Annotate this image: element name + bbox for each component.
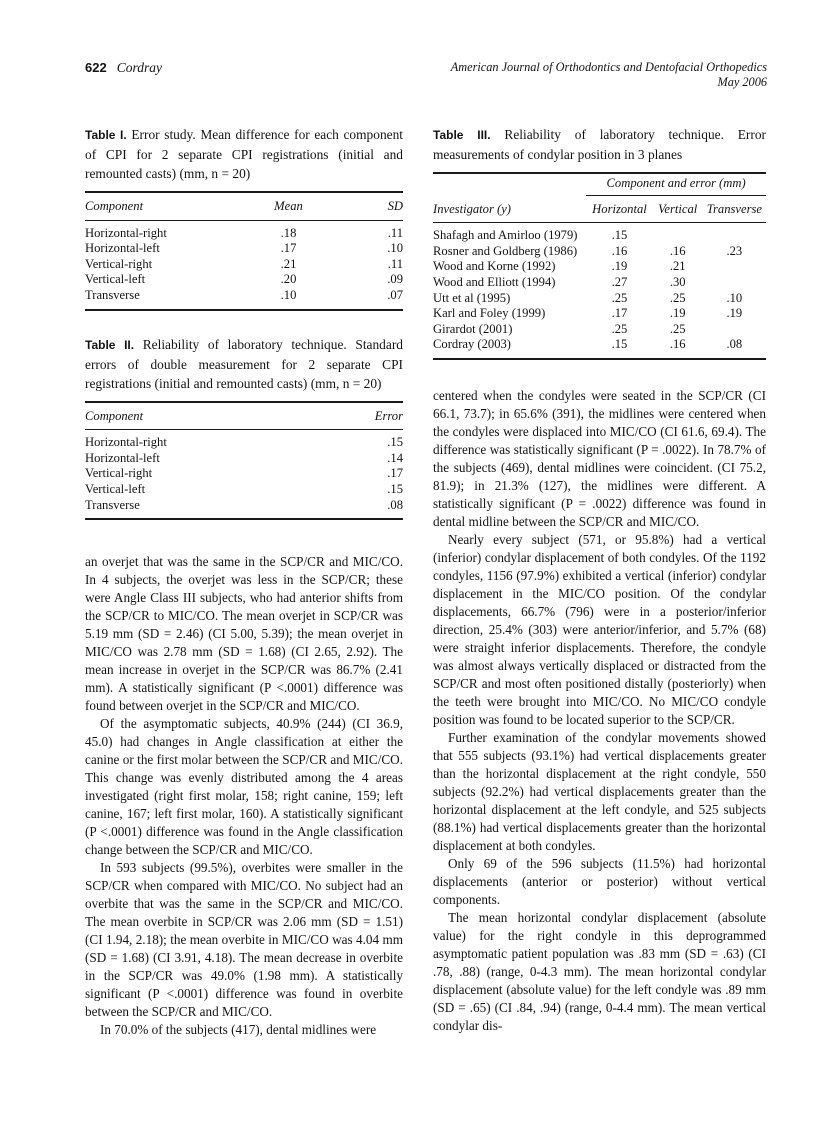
cell: .18	[280, 225, 297, 240]
cell: .21	[669, 259, 686, 274]
column-header: Vertical	[653, 195, 703, 223]
cell: Transverse	[85, 497, 140, 512]
table-row	[433, 259, 766, 275]
cell	[703, 223, 766, 244]
cell: .19	[726, 306, 743, 321]
cell: Rosner and Goldberg (1986)	[433, 243, 578, 258]
table-3-header-row	[433, 195, 766, 223]
cell: .08	[726, 337, 743, 352]
running-head-left	[85, 60, 162, 76]
column-header: SD	[339, 192, 403, 220]
cell: .25	[669, 290, 686, 305]
cell	[703, 259, 766, 275]
column-header: Mean	[238, 192, 340, 220]
cell: Utt et al (1995)	[433, 290, 511, 305]
cell: Wood and Elliott (1994)	[433, 274, 556, 289]
table-row	[433, 291, 766, 307]
column-header: Investigator (y)	[433, 195, 586, 223]
table-3-label: Table III.	[433, 128, 491, 142]
cell	[653, 223, 703, 244]
cell: .19	[611, 259, 628, 274]
running-head-right	[451, 60, 767, 90]
table-1-caption-text: Error study. Mean difference for each component of CPI for 2 separate CPI registrations (initial and remounted casts) (mm, n = 20)	[85, 127, 403, 181]
cell: Wood and Korne (1992)	[433, 259, 556, 274]
cell: .16	[669, 337, 686, 352]
cell: .15	[387, 481, 403, 496]
paragraph: In 70.0% of the subjects (417), dental midlines were	[100, 1022, 377, 1038]
table-2-label: Table II.	[85, 337, 135, 352]
cell: Horizontal-left	[85, 241, 160, 256]
table-2-caption	[85, 335, 403, 393]
column-header: Component	[85, 402, 308, 430]
paragraph: The mean horizontal condylar displacement (absolute value) for the right condyle in this deprogrammed asymptomatic patient population was .83 mm (SD = .63) (CI .78, .88) (range, 0-4.3 mm). The mean horizontal condylar displacement (absolute value) for the left condyle was .89 mm (SD = .65) (CI .84, .94) (range, 0-4.4 mm). The mean vertical condylar dis-	[433, 909, 766, 1033]
running-author: Cordray	[116, 60, 162, 75]
cell: Horizontal-right	[85, 225, 167, 240]
cell: .16	[611, 243, 628, 258]
cell: .10	[726, 290, 743, 305]
cell: .07	[387, 287, 403, 302]
journal-title: American Journal of Orthodontics and Dentofacial Orthopedics	[450, 60, 767, 74]
cell: .14	[387, 450, 403, 465]
table-3-caption-text: Reliability of laboratory technique. Error measurements of condylar position in 3 planes	[433, 127, 766, 162]
table-row	[85, 288, 403, 310]
left-column-body	[85, 553, 403, 1039]
table-3-caption	[433, 125, 766, 164]
cell: .15	[611, 228, 628, 243]
cell: Cordray (2003)	[433, 337, 511, 352]
cell: .11	[387, 225, 403, 240]
cell: Transverse	[85, 287, 140, 302]
table-row	[433, 337, 766, 359]
table-row	[433, 223, 766, 244]
paragraph: an overjet that was the same in the SCP/CR and MIC/CO. In 4 subjects, the overjet was less in the SCP/CR; these were Angle Class III subjects, who had anterior shifts from the SCP/CR to MIC/CO. The mean overjet in SCP/CR was 5.19 mm (SD = 2.46) (CI 5.00, 5.39); the mean overjet in MIC/CO was 2.78 mm (SD = 1.68) (CI 2.65, 2.92). The mean increase in overjet in the SCP/CR was 86.7% (2.41 mm). A statistically significant (P <.0001) difference was found between overjet in the SCP/CR and MIC/CO.	[85, 554, 403, 714]
column-header: Error	[308, 402, 403, 430]
table-row	[85, 466, 403, 482]
table-row	[85, 257, 403, 273]
table-1-header-row	[85, 192, 403, 220]
cell: Karl and Foley (1999)	[433, 306, 546, 321]
cell: Vertical-right	[85, 466, 153, 481]
table-row	[85, 241, 403, 257]
table-row	[85, 272, 403, 288]
paragraph: Of the asymptomatic subjects, 40.9% (244) (CI 36.9, 45.0) had changes in Angle classification at either the canine or the first molar between the SCP/CR and MIC/CO. This change was evenly distributed among the 4 areas investigated (right first molar, 158; right canine, 159; left canine, 167; left first molar, 160). A statistically significant (P <.0001) difference was found in the Angle classification change between the SCP/CR and MIC/CO.	[85, 716, 403, 858]
page-number: 622	[85, 60, 107, 75]
cell: .25	[611, 290, 628, 305]
paragraph: centered when the condyles were seated in the SCP/CR (CI 66.1, 73.7); in 65.6% (391), the midlines were centered when the condyles were displaced into MIC/CO (CI 61.6, 69.4). The difference was statistically significant (P = .0022). In 78.7% of the subjects (469), dental midlines were coincident. (CI 75.2, 81.9); in 21.3% (127), the midlines were different. A statistically significant (P = .0022) difference was found in dental midline between the SCP/CR and MIC/CO.	[433, 387, 766, 529]
table-row	[85, 220, 403, 241]
cell	[703, 275, 766, 291]
paragraph: Further examination of the condylar movements showed that 555 subjects (93.1%) had vertical displacements greater than the horizontal displacement at the right condyle, 550 subjects (92.2%) had vertical displacements greater than the horizontal displacement at the left condyle, and 525 subjects (88.1%) had vertical displacements greater than the horizontal displacement at both condyles.	[433, 729, 766, 853]
table-row	[433, 275, 766, 291]
paragraph: Nearly every subject (571, or 95.8%) had a vertical (inferior) condylar displacement of both condyles. Of the 1192 condyles, 1156 (97.9%) exhibited a vertical (inferior) condylar displacement in the MIC/CO position. Of the condylar displacements, 66.7% (796) were in a posterior/inferior direction, 25.4% (303) were anterior/inferior, and 5.7% (68) were straight inferior displacements. Therefore, the condyle was almost always vertically displaced or distracted from the SCP/CR and most often positioned distally (posteriorly) when the teeth were brought into MIC/CO. No MIC/CO condyle position was found to be located superior to the SCP/CR.	[433, 531, 766, 727]
empty-cell	[433, 173, 586, 195]
cell	[703, 322, 766, 338]
cell: Vertical-left	[85, 272, 146, 287]
running-head	[85, 60, 767, 90]
column-header: Transverse	[703, 195, 766, 223]
table-1-caption	[85, 125, 403, 183]
cell: Horizontal-right	[85, 435, 167, 450]
cell: Shafagh and Amirloo (1979)	[433, 228, 578, 243]
left-column	[85, 125, 403, 1039]
cell: .16	[669, 243, 686, 258]
table-row	[85, 498, 403, 520]
cell: .08	[387, 497, 403, 512]
cell: Girardot (2001)	[433, 321, 513, 336]
cell: .25	[669, 321, 686, 336]
cell: .27	[611, 274, 628, 289]
column-header: Component	[85, 192, 238, 220]
cell: .19	[669, 306, 686, 321]
group-header: Component and error (mm)	[586, 173, 766, 195]
right-column-body	[433, 387, 766, 1035]
cell: .17	[280, 241, 297, 256]
cell: .11	[387, 256, 403, 271]
table-2-caption-text: Reliability of laboratory technique. Standard errors of double measurement for 2 separate CPI registrations (initial and remounted casts) (mm, n = 20)	[85, 336, 403, 391]
table-3-grid	[433, 172, 766, 360]
table-2-block	[85, 335, 403, 521]
cell: .09	[387, 272, 403, 287]
table-1-label: Table I.	[85, 128, 127, 142]
table-1-grid	[85, 191, 403, 311]
cell: .17	[387, 466, 403, 481]
table-row	[85, 430, 403, 451]
column-header: Horizontal	[586, 195, 653, 223]
issue-date: May 2006	[717, 75, 767, 89]
table-3-block	[433, 125, 766, 360]
cell: Vertical-right	[85, 256, 153, 271]
cell: .25	[611, 321, 628, 336]
table-row	[433, 244, 766, 260]
table-3-group-header-row	[433, 173, 766, 195]
cell: .20	[280, 272, 297, 287]
table-1-block	[85, 125, 403, 311]
table-row	[433, 306, 766, 322]
table-2-header-row	[85, 402, 403, 430]
cell: .30	[669, 274, 686, 289]
paragraph: Only 69 of the 596 subjects (11.5%) had horizontal displacements (anterior or posterior) without vertical components.	[433, 855, 766, 907]
table-row	[433, 322, 766, 338]
cell: .21	[280, 256, 297, 271]
cell: Vertical-left	[85, 481, 146, 496]
table-row	[85, 451, 403, 467]
cell: .10	[387, 241, 403, 256]
cell: Horizontal-left	[85, 450, 160, 465]
cell: .15	[611, 337, 628, 352]
paragraph: In 593 subjects (99.5%), overbites were smaller in the SCP/CR when compared with MIC/CO. No subject had an overbite that was the same in the SCP/CR and MIC/CO. The mean overbite in SCP/CR was 2.06 mm (SD = 1.51) (CI 1.94, 2.18); the mean overbite in MIC/CO was 4.04 mm (SD = 1.68) (CI 3.91, 4.18). The mean decrease in overbite in the SCP/CR was 49.0% (1.98 mm). A statistically significant (P <.0001) difference was found in overbite between the SCP/CR and MIC/CO.	[85, 860, 403, 1020]
cell: .10	[280, 287, 297, 302]
cell: .15	[387, 435, 403, 450]
right-column	[433, 125, 766, 1035]
cell: .23	[726, 243, 743, 258]
table-2-grid	[85, 401, 403, 521]
table-row	[85, 482, 403, 498]
cell: .17	[611, 306, 628, 321]
